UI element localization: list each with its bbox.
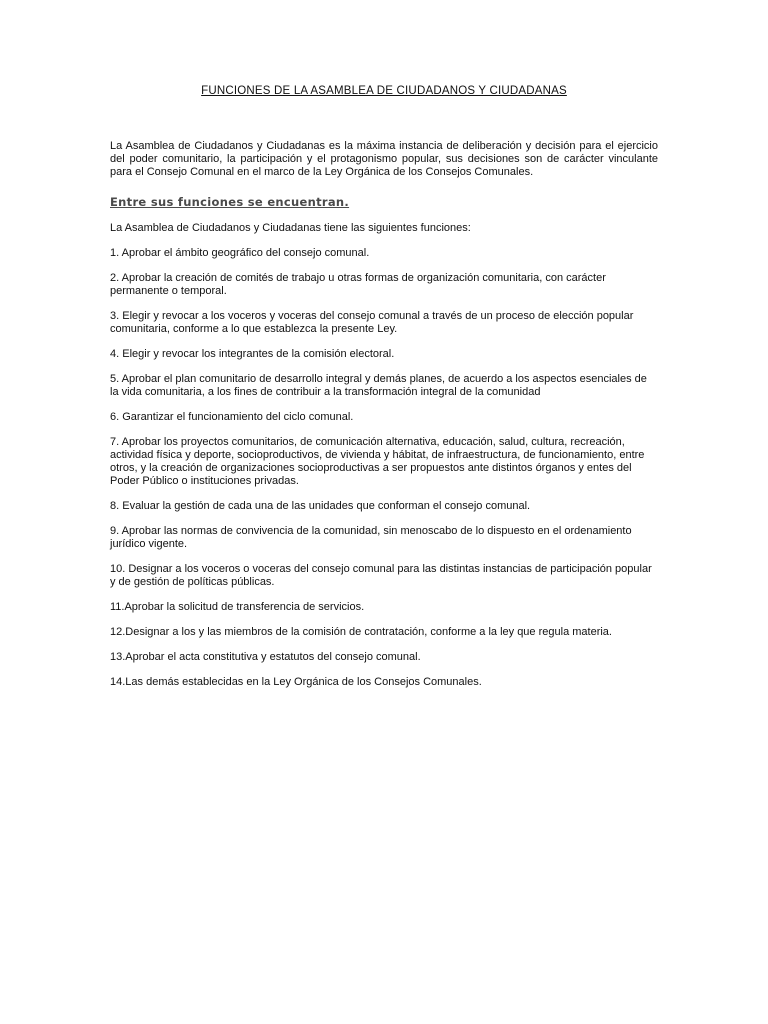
document-title: FUNCIONES DE LA ASAMBLEA DE CIUDADANOS Y CIUDADANAS (201, 85, 567, 97)
function-item: 7. Aprobar los proyectos comunitarios, de comunicación alternativa, educación, salud, cultura, recreación, actividad física y deporte, socioproductivos, de vivienda y hábitat, de infraestructura, de funcionamiento, entre otros, y la creación de organizaciones socioproductivas a ser propuestos ante distintos órganos y entes del Poder Público o instituciones privadas. (110, 436, 645, 487)
function-item: 11.Aprobar la solicitud de transferencia de servicios. (110, 601, 365, 613)
function-item: 8. Evaluar la gestión de cada una de las unidades que conforman el consejo comunal. (110, 500, 531, 512)
function-item: 9. Aprobar las normas de convivencia de la comunidad, sin menoscabo de lo dispuesto en el ordenamiento jurídico vigente. (110, 525, 632, 550)
functions-lead: La Asamblea de Ciudadanos y Ciudadanas tiene las siguientes funciones: (110, 222, 471, 234)
function-item: 5. Aprobar el plan comunitario de desarrollo integral y demás planes, de acuerdo a los aspectos esenciales de la vida comunitaria, a los fines de contribuir a la transformación integral de la comunidad (110, 373, 647, 398)
functions-list (110, 247, 658, 689)
function-item: 4. Elegir y revocar los integrantes de la comisión electoral. (110, 348, 395, 360)
section-subheading: Entre sus funciones se encuentran. (110, 195, 350, 209)
function-item: 12.Designar a los y las miembros de la comisión de contratación, conforme a la ley que regula materia. (110, 626, 612, 638)
intro-paragraph: La Asamblea de Ciudadanos y Ciudadanas es la máxima instancia de deliberación y decisión para el ejercicio del poder comunitario, la participación y el protagonismo popular, sus decisiones son de carácter vinculante para el Consejo Comunal en el marco de la Ley Orgánica de los Consejos Comunales. (110, 140, 658, 178)
function-item: 2. Aprobar la creación de comités de trabajo u otras formas de organización comunitaria, con carácter permanente o temporal. (110, 272, 606, 297)
function-item: 14.Las demás establecidas en la Ley Orgánica de los Consejos Comunales. (110, 676, 482, 688)
function-item: 10. Designar a los voceros o voceras del consejo comunal para las distintas instancias de participación popular y de gestión de políticas públicas. (110, 563, 652, 588)
function-item: 1. Aprobar el ámbito geográfico del consejo comunal. (110, 247, 370, 259)
function-item: 13.Aprobar el acta constitutiva y estatutos del consejo comunal. (110, 651, 421, 663)
function-item: 3. Elegir y revocar a los voceros y voceras del consejo comunal a través de un proceso de elección popular comunitaria, conforme a lo que establezca la presente Ley. (110, 310, 634, 335)
function-item: 6. Garantizar el funcionamiento del ciclo comunal. (110, 411, 354, 423)
